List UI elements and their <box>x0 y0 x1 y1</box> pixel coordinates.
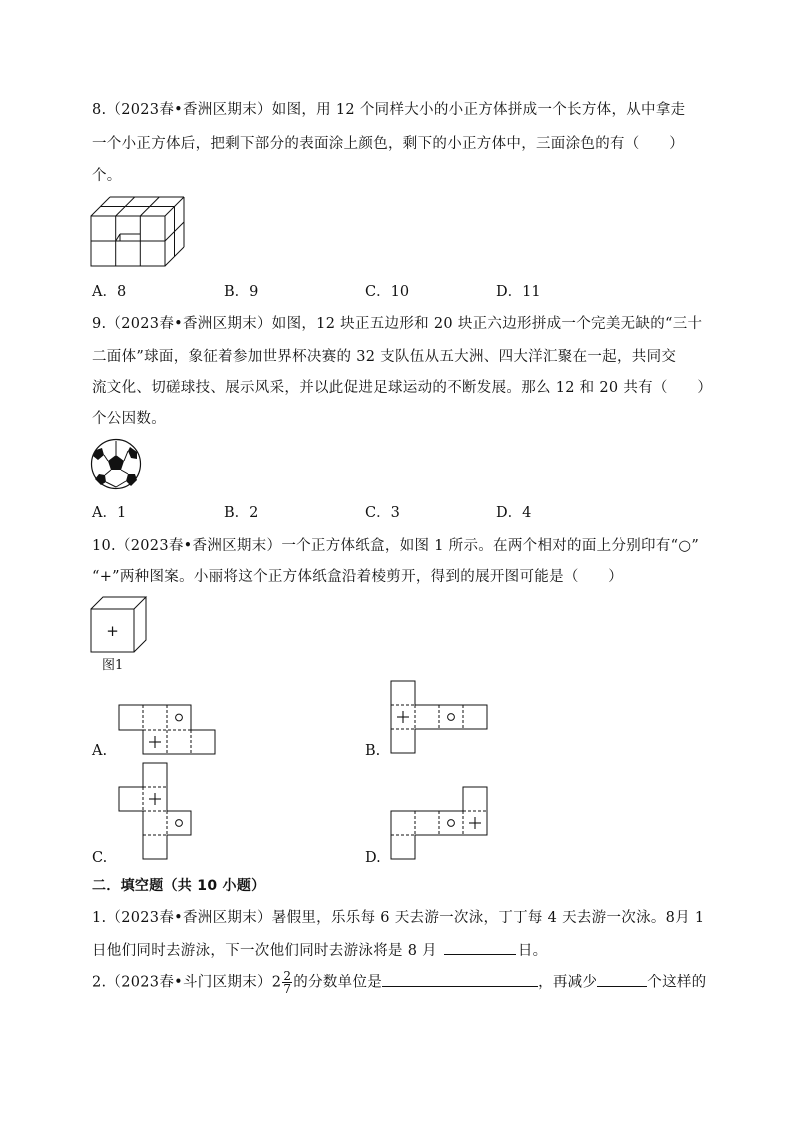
fraction-denominator: 7 <box>283 982 292 996</box>
q9-line4: 个公因数。 <box>92 411 166 427</box>
q10-option-c[interactable]: C. <box>92 850 108 866</box>
net-d-figure[interactable] <box>390 786 492 860</box>
net-d-circle-mark <box>448 820 455 827</box>
q9-option-a[interactable]: A．1 <box>92 505 127 521</box>
net-a-figure[interactable] <box>118 704 220 756</box>
s2-q2-line1 <box>92 970 706 995</box>
q8-option-d[interactable]: D．11 <box>496 284 541 300</box>
soccer-ball-figure <box>90 438 142 490</box>
q10-option-d[interactable]: D. <box>365 850 381 866</box>
s2-q1-line2-pre: 日他们同时去游泳，下一次他们同时去游泳将是 8 月 <box>92 943 442 959</box>
q9-option-d[interactable]: D．4 <box>496 505 532 521</box>
s2-q2-blank-2[interactable] <box>597 972 647 987</box>
s2-q2-fraction <box>282 970 292 995</box>
net-c-figure[interactable] <box>118 762 196 860</box>
s2-q1-line2-post: 日。 <box>517 943 548 959</box>
s2-q2-pre: 2.（2023春•斗门区期末）2 <box>92 974 282 991</box>
q8-line2: 一个小正方体后，把剩下部分的表面涂上颜色，剩下的小正方体中，三面涂色的有（ ） <box>92 136 684 152</box>
s2-q1-answer-blank[interactable] <box>444 940 516 955</box>
q8-option-a[interactable]: A．8 <box>92 284 127 300</box>
q9-line3: 流文化、切磋球技、展示风采，并以此促进足球运动的不断发展。那么 12 和 20 共有（ ） <box>92 380 713 396</box>
s2-q1-line1: 1.（2023春•香洲区期末）暑假里，乐乐每 6 天去游一次泳，丁丁每 4 天去游一次泳。8月 1 <box>92 910 705 926</box>
q10-option-b[interactable]: B. <box>365 743 381 759</box>
net-d-plus-mark <box>469 817 481 829</box>
q9-line1: 9.（2023春•香洲区期末）如图，12 块正五边形和 20 块正六边形拼成一个完美无缺的“三十 <box>92 316 703 332</box>
net-b-plus-mark <box>397 711 409 723</box>
section-2-heading: 二．填空题（共 10 小题） <box>92 878 266 894</box>
q10-line2: “+”两种图案。小丽将这个正方体纸盒沿着棱剪开，得到的展开图可能是（ ） <box>92 569 624 585</box>
net-b-figure[interactable] <box>390 680 492 756</box>
cube-plus-symbol: + <box>106 622 119 640</box>
fraction-numerator: 2 <box>283 969 292 983</box>
q8-option-c[interactable]: C．10 <box>365 284 410 300</box>
s2-q2-post: 个这样的 <box>647 974 707 991</box>
q10-line1: 10.（2023春•香洲区期末）一个正方体纸盒，如图 1 所示。在两个相对的面上分别印有“○” <box>92 538 700 554</box>
q8-line1: 8.（2023春•香洲区期末）如图，用 12 个同样大小的小正方体拼成一个长方体，从中拿走 <box>92 102 686 118</box>
q8-line3: 个。 <box>92 168 122 184</box>
q8-option-b[interactable]: B．9 <box>224 284 259 300</box>
s2-q2-mid: 的分数单位是 <box>293 974 383 991</box>
q9-option-b[interactable]: B．2 <box>224 505 259 521</box>
s2-q1-line2 <box>92 940 547 961</box>
s2-q2-mid2: ，再减少 <box>538 974 598 991</box>
q9-line2: 二面体”球面，象征着参加世界杯决赛的 32 支队伍从五大洲、四大洋汇聚在一起，共同交 <box>92 349 677 365</box>
figure-1-caption: 图1 <box>102 658 124 673</box>
q10-option-a[interactable]: A. <box>92 743 108 759</box>
q10-cube-figure <box>90 596 148 654</box>
net-b-circle-mark <box>448 714 455 721</box>
s2-q2-blank-1[interactable] <box>382 972 538 987</box>
net-a-circle-mark <box>176 714 183 721</box>
q8-cuboid-figure <box>90 196 188 268</box>
net-c-plus-mark <box>149 793 161 805</box>
net-a-plus-mark <box>149 736 161 748</box>
net-c-circle-mark <box>176 820 183 827</box>
q9-option-c[interactable]: C．3 <box>365 505 400 521</box>
